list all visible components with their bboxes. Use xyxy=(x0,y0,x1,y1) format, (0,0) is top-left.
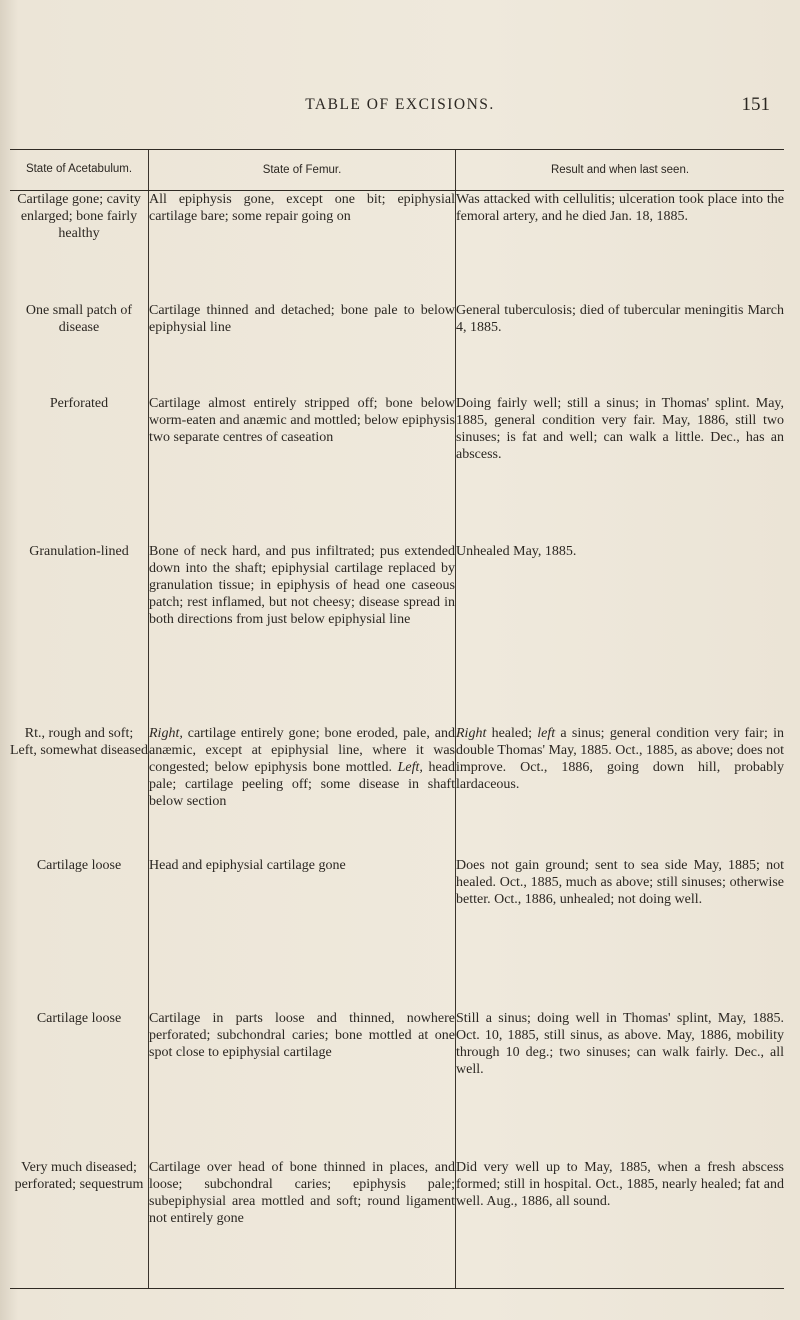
femur-left-label: Left, xyxy=(397,759,423,775)
acetabulum-cell: One small patch of disease xyxy=(25,302,133,335)
acetabulum-cell: Cartilage gone; cavity enlarged; bone fairly healthy xyxy=(17,192,141,241)
femur-cell: Cartilage almost entirely stripped off; bone below worm-eaten and anæmic and mottled; below epiphysis two separate centres of caseation xyxy=(149,395,456,543)
result-left-text: a sinus; general condition very fair; in double Thomas' May, 1885. Oct., 1885, as above; does not improve. Oct., 1886, going down hill, probably lardaceous. xyxy=(456,725,784,792)
result-cell: Doing fairly well; still a sinus; in Thomas' splint. May, 1885, general condition very fair. May, 1886, still two sinuses; is fat and well; can walk a little. Dec., has an abscess. xyxy=(456,395,785,543)
femur-cell: Cartilage in parts loose and thinned, nowhere perforated; subchondral caries; bone mottled at one spot close to epiphysial cartilage xyxy=(149,1010,456,1159)
femur-cell xyxy=(149,725,456,857)
table-row xyxy=(10,395,784,543)
acetabulum-cell: Cartilage loose xyxy=(36,1010,122,1026)
result-left-label: left xyxy=(537,725,556,741)
result-cell: Still a sinus; doing well in Thomas' splint, May, 1885. Oct. 10, 1885, still sinus, as above. May, 1886, mobility through 10 deg.; two sinuses; can walk fairly. Dec., all well. xyxy=(456,1010,785,1159)
column-header-acetabulum: State of Acetabulum. xyxy=(10,150,149,191)
acetabulum-cell: Cartilage loose xyxy=(36,857,122,873)
acetabulum-cell: Rt., rough and soft; Left, somewhat diseased xyxy=(10,725,149,758)
acetabulum-cell: Perforated xyxy=(49,395,109,411)
table-row xyxy=(10,543,784,725)
column-header-femur: State of Femur. xyxy=(149,150,456,191)
femur-left-text: head pale; cartilage peeling off; some disease in shaft below section xyxy=(149,759,455,809)
table-row xyxy=(10,191,784,302)
femur-cell: Bone of neck hard, and pus infiltrated; pus extended down into the shaft; epiphysial cartilage replaced by granulation tissue; in epiphysis of head one caseous patch; rest inflamed, but not cheesy; disease spread in both directions from just below epiphysial line xyxy=(149,543,456,725)
femur-right-label: Right, xyxy=(149,725,183,741)
result-right-label: Right xyxy=(456,725,487,741)
acetabulum-cell: Very much diseased; perforated; sequestrum xyxy=(10,1159,149,1289)
femur-cell: Head and epiphysial cartilage gone xyxy=(149,857,456,1010)
table-row xyxy=(10,1159,784,1289)
femur-cell: Cartilage thinned and detached; bone pale to below epiphysial line xyxy=(149,302,456,395)
result-right-text: healed; xyxy=(486,725,538,741)
table-row xyxy=(10,302,784,395)
result-cell: Did very well up to May, 1885, when a fresh abscess formed; still in hospital. Oct., 1885, nearly healed; fat and well. Aug., 1886, all sound. xyxy=(456,1159,785,1289)
result-cell: Does not gain ground; sent to sea side May, 1885; not healed. Oct., 1885, much as above; still sinuses; otherwise better. Oct., 1886, unhealed; not doing well. xyxy=(456,857,785,1010)
result-cell: General tuberculosis; died of tubercular meningitis March 4, 1885. xyxy=(456,302,785,395)
femur-cell: Cartilage over head of bone thinned in places, and loose; subchondral caries; epiphysis pale; subepiphysial area mottled and soft; round ligament not entirely gone xyxy=(149,1159,456,1289)
femur-cell: All epiphysis gone, except one bit; epiphysial cartilage bare; some repair going on xyxy=(149,191,456,302)
table-row xyxy=(10,1010,784,1159)
table-row xyxy=(10,857,784,1010)
page-number: 151 xyxy=(741,94,770,115)
acetabulum-cell: Granulation-lined xyxy=(29,543,129,559)
result-cell xyxy=(456,725,785,857)
table-row xyxy=(10,725,784,857)
femur-right-text: cartilage entirely gone; bone eroded, pale, and anæmic, except at epiphysial line, where it was congested; below epiphysis bone mottled. xyxy=(149,725,455,775)
running-title: TABLE OF EXCISIONS. xyxy=(305,96,495,113)
excisions-table xyxy=(10,149,784,1289)
running-head xyxy=(0,96,800,124)
result-cell: Unhealed May, 1885. xyxy=(456,543,785,725)
table-header-row xyxy=(10,150,784,191)
result-cell: Was attacked with cellulitis; ulceration took place into the femoral artery, and he died Jan. 18, 1885. xyxy=(456,191,785,302)
column-header-result: Result and when last seen. xyxy=(456,150,785,191)
